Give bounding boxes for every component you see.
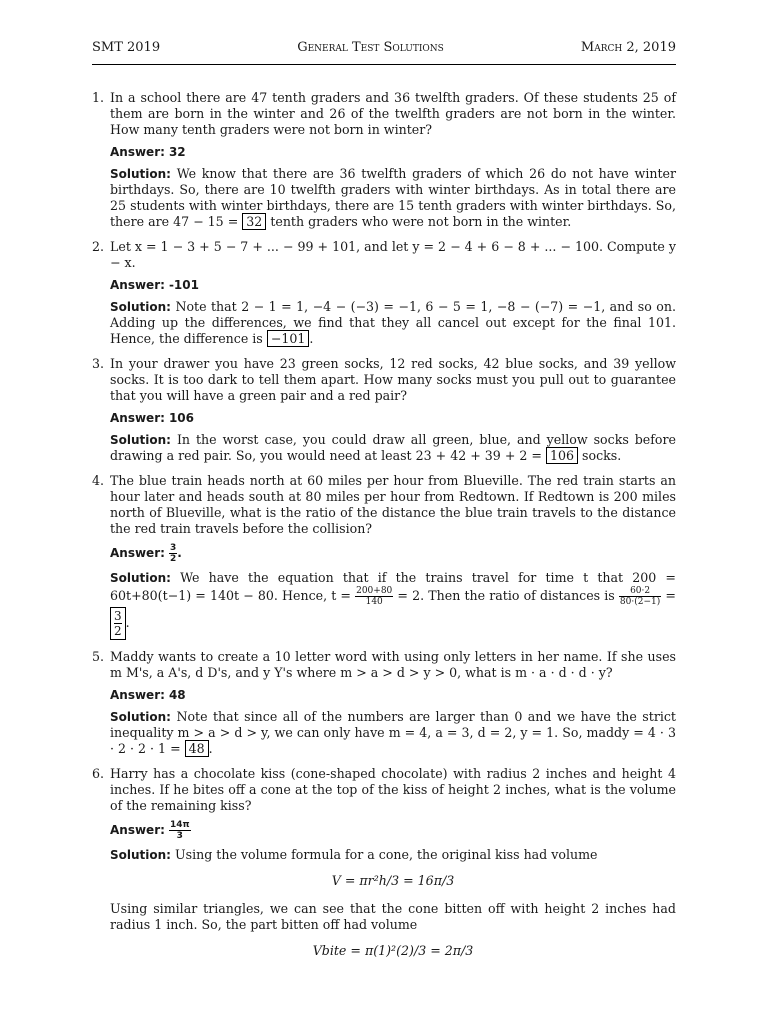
answer-value: -101 [168,278,199,292]
answer-line [110,144,676,160]
solution-text [110,432,676,464]
problem-number: 5. [92,649,105,664]
bite-volume-equation: Vbite = π(1)²(2)/3 = 2π/3 [312,943,474,958]
fraction-numerator: 3 [114,609,122,623]
boxed-answer: 106 [546,447,578,464]
solution-text [110,299,676,347]
problem-question: Harry has a chocolate kiss (cone-shaped chocolate) with radius 2 inches and height 4 inches. If he bites off a cone at the top of the kiss of height 2 inches, what is the volume of the remaining kiss? [110,766,676,813]
solution-label: Solution: [110,848,171,862]
problem-number: 4. [92,473,105,488]
solution-text [110,847,676,863]
answer-line [110,820,676,841]
solution-tail: . [309,331,314,346]
solution-body: We know that there are 36 twelfth graders of which 26 do not have winter birthdays. So, there are 10 twelfth graders with winter birthdays. As in total there are 25 students with winter birthdays, there are 15 tenth graders with winter birthdays. So, there are 47 − 15 = [110,166,676,229]
answer-value: 32 [168,145,186,159]
solution-label: Solution: [110,571,171,585]
header-date: March 2, 2019 [580,40,676,55]
answer-value: 48 [168,688,186,702]
header-title: General Test Solutions [297,40,444,55]
problem-question: In your drawer you have 23 green socks, 12 red socks, 42 blue socks, and 39 yellow socks. It is too dark to tell them apart. How many socks must you pull out to guarantee that you will have a green pair and a red pair? [110,356,676,403]
solution-label: Solution: [110,710,171,724]
answer-denominator: 2 [169,554,177,564]
header-rule [92,64,676,65]
answer-label: Answer: [110,411,165,425]
problem-1 [92,90,676,230]
problem-number: 1. [92,90,105,105]
solution-body: Note that since all of the numbers are larger than 0 and we have the strict inequality m > a > d > y, we can only have m = 4, a = 3, d = 2, y = 1. So, maddy = 4 · 3 · 2 · 2 · 1 = [110,709,676,756]
boxed-answer [110,607,126,640]
answer-fraction [169,543,177,564]
problem-number: 6. [92,766,105,781]
header-left: SMT 2019 [92,40,161,55]
boxed-answer: 32 [242,213,266,230]
solution-body: Using the volume formula for a cone, the original kiss had volume [175,847,598,862]
page-header [92,40,676,62]
time-fraction [355,586,393,607]
solution-tail: socks. [582,448,622,463]
solution-label: Solution: [110,167,171,181]
solution-body-2: = 2. Then the ratio of distances is [397,588,615,603]
solution-body: In the worst case, you could draw all green, blue, and yellow socks before drawing a red pair. So, you would need at least 23 + 42 + 39 + 2 = [110,432,676,463]
answer-numerator: 14π [169,820,190,830]
answer-value: 106 [168,411,194,425]
problem-4 [92,473,676,640]
boxed-answer: 48 [185,740,209,757]
answer-fraction [169,820,191,841]
solution-tail: . [208,741,213,756]
answer-numerator: 3 [169,543,177,553]
solutions-body [92,90,676,971]
problem-question: The blue train heads north at 60 miles per hour from Blueville. The red train starts an hour later and heads south at 80 miles per hour from Redtown. If Redtown is 200 miles north of Blueville, what is the ratio of the distance the blue train travels to the distance the red train travels before the collision? [110,473,676,536]
fraction-denominator: 2 [114,624,122,638]
boxed-answer: −101 [267,330,310,347]
answer-line [110,687,676,703]
solution-tail: . [125,615,130,630]
solution-text-2: Using similar triangles, we can see that the cone bitten off with height 2 inches had radius 1 inch. So, the part bitten off had volume [110,901,676,932]
answer-label: Answer: [110,688,165,702]
answer-line [110,543,676,564]
solution-body: Note that 2 − 1 = 1, −4 − (−3) = −1, 6 − 5 = 1, −8 − (−7) = −1, and so on. Adding up the differences, we find that they all cancel out except for the final 101. Hence, the difference is [110,299,676,346]
answer-label: Answer: [110,546,165,560]
problem-5 [92,649,676,757]
problem-question: Maddy wants to create a 10 letter word with using only letters in her name. If she uses m M's, a A's, d D's, and y Y's where m > a > d > y > 0, what is m · a · d · d · y? [110,649,676,680]
problem-3 [92,356,676,464]
problem-number: 2. [92,239,105,254]
fraction-numerator: 60·2 [619,586,661,597]
solution-text [110,570,676,640]
fraction-numerator: 200+80 [356,586,393,596]
problem-number: 3. [92,356,105,371]
fraction-denominator: 80·(2−1) [619,597,661,607]
answer-label: Answer: [110,145,165,159]
answer-line [110,277,676,293]
answer-line [110,410,676,426]
equals-sign: = [665,588,676,603]
problem-2 [92,239,676,347]
problem-6 [92,766,676,959]
answer-label: Answer: [110,278,165,292]
answer-denominator: 3 [176,831,183,841]
volume-equation: V = πr²h/3 = 16π/3 [331,873,455,888]
fraction-denominator: 140 [365,597,383,607]
answer-period: . [177,546,182,560]
solution-label: Solution: [110,433,171,447]
problem-question: Let x = 1 − 3 + 5 − 7 + ... − 99 + 101, and let y = 2 − 4 + 6 − 8 + ... − 100. Compute y − x. [110,239,676,270]
solution-tail: tenth graders who were not born in the winter. [270,214,572,229]
solution-text [110,166,676,230]
solution-text [110,709,676,757]
solution-body: We have the equation that if the trains travel for time t that 200 = 60t+80(t−1) = 140t − 80. Hence, t = [110,570,676,603]
ratio-fraction [619,586,661,607]
problem-question: In a school there are 47 tenth graders and 36 twelfth graders. Of these students 25 of them are born in the winter and 26 of the twelfth graders are not born in the winter. How many tenth graders were not born in winter? [110,90,676,137]
solution-label: Solution: [110,300,171,314]
answer-label: Answer: [110,823,165,837]
